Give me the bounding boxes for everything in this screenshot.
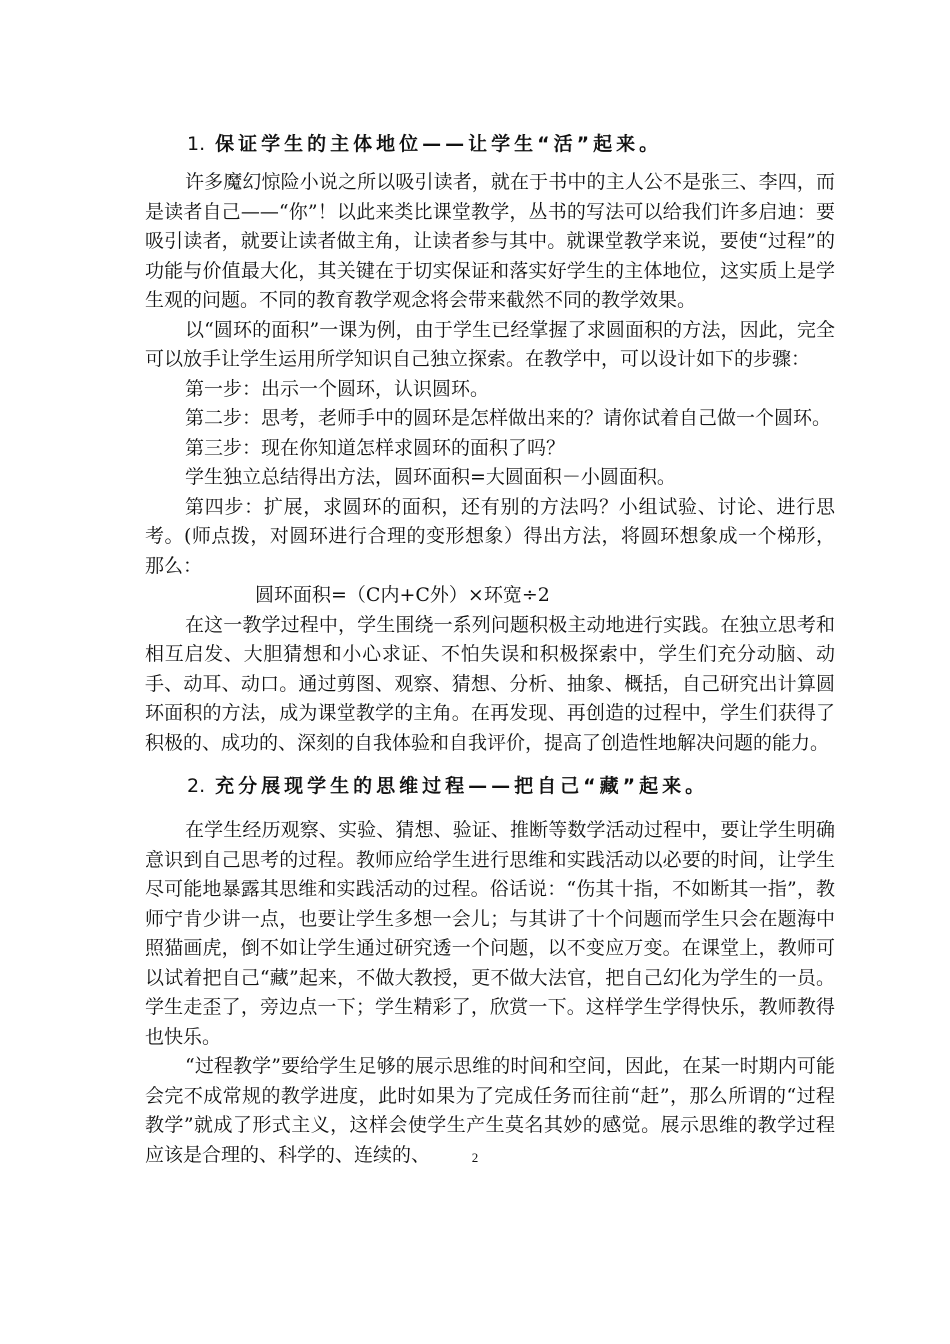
paragraph: 在这一教学过程中，学生围绕一系列问题积极主动地进行实践。在独立思考和相互启发、大胆猜想和小心求证、不怕失误和积极探索中，学生们充分动脑、动手、动耳、动口。通过剪图、观察、猜想、分析、抽象、概括，自己研究出计算圆环面积的方法，成为课堂教学的主角。在再发现、再创造的过程中，学生们获得了积极的、成功的、深刻的自我体验和自我评价，提高了创造性地解决问题的能力。 xyxy=(145,613,835,754)
section-2-title: 充分展现学生的思维过程——把自己“藏”起来。 xyxy=(215,775,709,797)
paragraph: 在学生经历观察、实验、猜想、验证、推断等数学活动过程中，要让学生明确意识到自己思考的过程。教师应给学生进行思维和实践活动以必要的时间，让学生尽可能地暴露其思维和实践活动的过程。俗话说：“伤其十指，不如断其一指”，教师宁肯少讲一点，也要让学生多想一会儿；与其讲了十个问题而学生只会在题海中照猫画虎，倒不如让学生通过研究透一个问题，以不变应万变。在课堂上，教师可以试着把自己“藏”起来，不做大教授，更不做大法官，把自己幻化为学生的一员。学生走歪了，旁边点一下；学生精彩了，欣赏一下。这样学生学得快乐，教师教得也快乐。 xyxy=(145,819,835,1048)
page-number: 2 xyxy=(471,1150,479,1165)
page-content xyxy=(145,128,835,1170)
step-3: 第三步：现在你知道怎样求圆环的面积了吗？ xyxy=(185,436,566,459)
step-1: 第一步：出示一个圆环，认识圆环。 xyxy=(185,377,490,400)
step-4: 第四步：扩展，求圆环的面积，还有别的方法吗？小组试验、讨论、进行思考。(师点拨，对圆环进行合理的变形想象）得出方法，将圆环想象成一个梯形，那么： xyxy=(145,495,835,577)
step-3-result: 学生独立总结得出方法，圆环面积=大圆面积－小圆面积。 xyxy=(185,466,676,488)
section-2-heading xyxy=(145,770,835,802)
paragraph: 以“圆环的面积”一课为例，由于学生已经掌握了求圆面积的方法，因此，完全可以放手让学生运用所学知识自己独立探索。在教学中，可以设计如下的步骤： xyxy=(145,318,835,370)
section-2-number: 2. xyxy=(187,775,206,797)
section-1-heading xyxy=(145,128,835,160)
paragraph: 许多魔幻惊险小说之所以吸引读者，就在于书中的主人公不是张三、李四，而是读者自己——“你”！以此来类比课堂教学，丛书的写法可以给我们许多启迪：要吸引读者，就要让读者做主角，让读者参与其中。就课堂教学来说，要使“过程”的功能与价值最大化，其关键在于切实保证和落实好学生的主体地位，这实质上是学生观的问题。不同的教育教学观念将会带来截然不同的教学效果。 xyxy=(145,171,835,311)
step-2: 第二步：思考，老师手中的圆环是怎样做出来的？请你试着自己做一个圆环。 xyxy=(185,407,832,429)
formula: 圆环面积=（C内+C外）×环宽÷2 xyxy=(255,584,550,606)
section-1-title: 保证学生的主体地位——让学生“活”起来。 xyxy=(215,133,663,155)
paragraph: “过程教学”要给学生足够的展示思维的时间和空间，因此，在某一时期内可能会完不成常规的教学进度，此时如果为了完成任务而往前“赶”，那么所谓的“过程教学”就成了形式主义，这样会使学生产生莫名其妙的感觉。展示思维的教学过程应该是合理的、科学的、连续的、 xyxy=(145,1055,835,1166)
section-1-number: 1. xyxy=(187,133,206,155)
